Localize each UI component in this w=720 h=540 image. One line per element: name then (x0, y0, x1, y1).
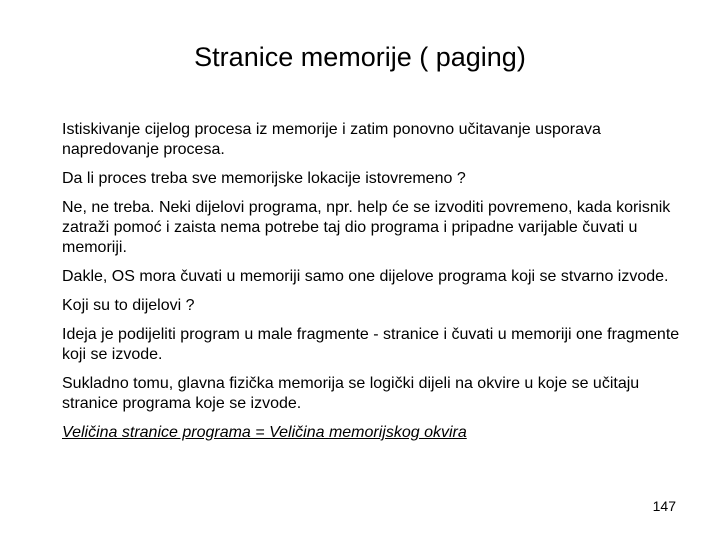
slide-title: Stranice memorije ( paging) (194, 42, 526, 72)
slide-content (62, 120, 682, 452)
paragraph-5: Koji su to dijelovi ? (62, 297, 195, 314)
paragraph-8-emphasis: Veličina stranice programa = Veličina memorijskog okvira (62, 424, 467, 441)
page-number: 147 (652, 498, 676, 514)
paragraph-2: Da li proces treba sve memorijske lokacije istovremeno ? (62, 170, 466, 187)
paragraph-4: Dakle, OS mora čuvati u memoriji samo one dijelove programa koji se stvarno izvode. (62, 268, 669, 285)
paragraph-1: Istiskivanje cijelog procesa iz memorije i zatim ponovno učitavanje usporava napredovanje procesa. (62, 121, 601, 158)
paragraph-7: Sukladno tomu, glavna fizička memorija se logički dijeli na okvire u koje se učitaju stranice programa koje se izvode. (62, 375, 640, 412)
paragraph-3: Ne, ne treba. Neki dijelovi programa, npr. help će se izvoditi povremeno, kada korisnik zatraži pomoć i zaista nema potrebe taj dio programa i pripadne varijable čuvati u memoriji. (62, 199, 671, 256)
paragraph-6: Ideja je podijeliti program u male fragmente - stranice i čuvati u memoriji one fragmente koji se izvode. (62, 326, 680, 363)
